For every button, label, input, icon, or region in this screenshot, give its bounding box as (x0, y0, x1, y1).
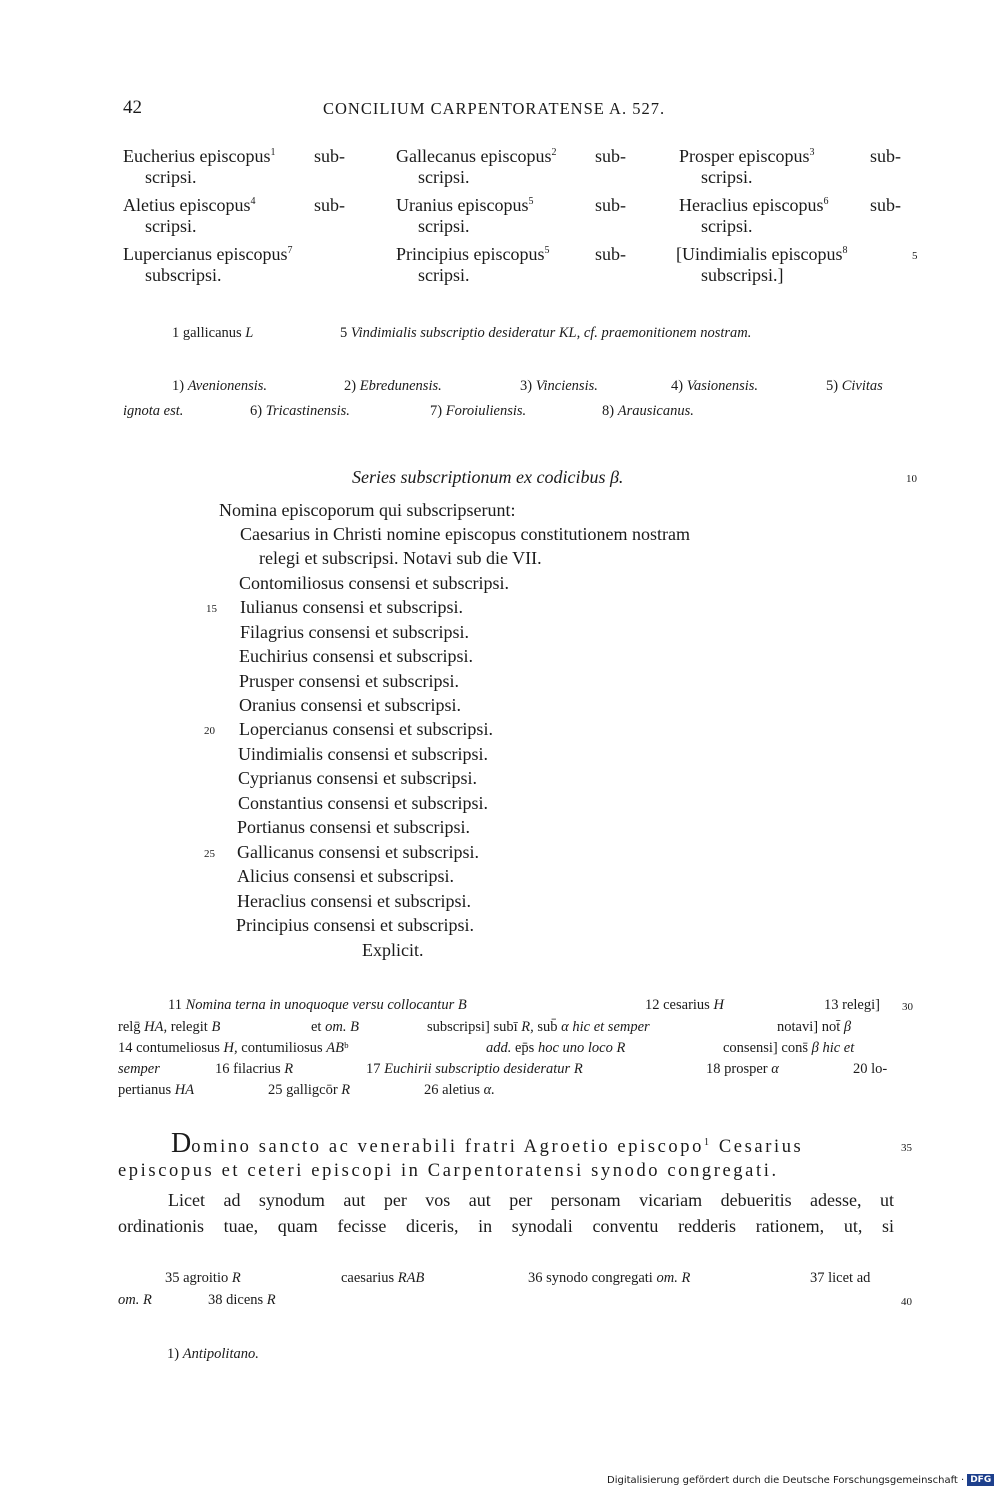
line-number: 25 (204, 848, 215, 860)
series-line: Alicius consensi et subscripsi. (237, 866, 454, 886)
apparatus-line: 14 contumeliosus H, contumiliosus ABᵇ add. ep̄s hoc uno loco R consensi] cons̄ β hic et (118, 1040, 855, 1056)
apparatus-line: pertianus HA 25 galligcōr R 26 aletius α. (118, 1082, 495, 1098)
series-intro: Nomina episcoporum qui subscripserunt: (219, 500, 516, 520)
subscription-3: Prosper episcopus$^3$ sub- scripsi. (679, 146, 901, 187)
letter-salutation-line2: episcopus et ceteri episcopi in Carpentoratensi synodo congregati. (118, 1161, 779, 1181)
footnote: 6) Tricastinensis. (250, 403, 350, 419)
apparatus-entry: 5 Vindimialis subscriptio desideratur KL, cf. praemonitionem nostram. (340, 325, 752, 341)
series-line: Constantius consensi et subscripsi. (238, 793, 488, 813)
series-line: Iulianus consensi et subscripsi. (240, 597, 463, 617)
subscription-2: Gallecanus episcopus$^2$ sub- scripsi. (396, 146, 626, 187)
footnote: 1) Avenionensis. (172, 378, 268, 394)
running-title: CONCILIUM CARPENTORATENSE A. 527. (323, 99, 666, 118)
series-line: Portianus consensi et subscripsi. (237, 817, 470, 837)
footnote: 4) Vasionensis. (671, 378, 759, 394)
footnote: 7) Foroiuliensis. (430, 403, 527, 419)
subscription-1: Eucherius episcopus$^1$ sub- scripsi. (123, 146, 345, 187)
series-line: Heraclius consensi et subscripsi. (237, 891, 471, 911)
series-line: Gallicanus consensi et subscripsi. (237, 842, 479, 862)
series-line: Filagrius consensi et subscripsi. (240, 622, 469, 642)
subscription-8: Principius episcopus$^5$ sub- scripsi. (396, 244, 626, 285)
series-line: Lopercianus consensi et subscripsi. (239, 719, 493, 739)
explicit: Explicit. (362, 940, 424, 960)
series-line: Contomiliosus consensi et subscripsi. (239, 573, 509, 593)
subscription-7: Lupercianus episcopus$^7$ subscripsi. (123, 244, 293, 285)
line-number: 20 (204, 725, 215, 737)
footnote-continuation: ignota est. (123, 403, 184, 419)
footnote: 2) Ebredunensis. (344, 378, 442, 394)
drop-cap: D (171, 1128, 192, 1159)
series-line: Prusper consensi et subscripsi. (239, 671, 459, 691)
series-line: Principius consensi et subscripsi. (236, 915, 474, 935)
footnote: 5) Civitas (826, 378, 883, 394)
line-number: 35 (901, 1142, 912, 1154)
apparatus-line: 35 agroitio R caesarius RAB 36 synodo congregati om. R 37 licet ad (165, 1270, 871, 1286)
footnote: 3) Vinciensis. (520, 378, 598, 394)
line-number: 15 (206, 603, 217, 615)
series-line: Uindimialis consensi et subscripsi. (238, 744, 488, 764)
page-number: 42 (123, 97, 142, 118)
footnote: 8) Arausicanus. (602, 403, 694, 419)
line-number: 10 (906, 473, 917, 485)
letter-text: Licet ad synodum aut per vos aut per personam vicariam debueritis adesse, ut (168, 1190, 894, 1210)
footnote: 1) Antipolitano. (167, 1346, 259, 1362)
dfg-logo: DFG (967, 1474, 994, 1486)
subscription-4: Aletius episcopus$^4$ sub- scripsi. (123, 195, 345, 236)
subscription-5: Uranius episcopus$^5$ sub- scripsi. (396, 195, 626, 236)
subscription-9: [Uindimialis episcopus$^8$ subscripsi.] (676, 244, 848, 285)
apparatus-line: relḡ HA, relegit B et om. B subscripsi] subī R, sub̄ α hic et semper notavi] not̄ β (118, 1019, 852, 1035)
series-line: relegi et subscripsi. Notavi sub die VII. (259, 548, 542, 568)
apparatus-entry: 1 gallicanus L (172, 325, 254, 341)
letter-text: ordinationis tuae, quam fecisse diceris, in synodali conventu redderis rationem, ut, si (118, 1216, 894, 1236)
apparatus-line: 11 Nomina terna in unoquoque versu collocantur B 12 cesarius H 13 relegi] (168, 997, 880, 1013)
line-number: 5 (912, 250, 918, 262)
subscription-6: Heraclius episcopus$^6$ sub- scripsi. (679, 195, 901, 236)
digitization-credit: Digitalisierung gefördert durch die Deutsche Forschungsgemeinschaft · DFG (607, 1474, 994, 1486)
line-number: 30 (902, 1001, 913, 1013)
section-heading: Series subscriptionum ex codicibus β. (352, 467, 624, 487)
series-line: Cyprianus consensi et subscripsi. (238, 768, 477, 788)
apparatus-line: semper 16 filacrius R 17 Euchirii subscriptio desideratur R 18 prosper α 20 lo- (118, 1061, 888, 1077)
apparatus-line: om. R 38 dicens R (118, 1292, 276, 1308)
line-number: 40 (901, 1296, 912, 1308)
series-line: Euchirius consensi et subscripsi. (239, 646, 473, 666)
letter-salutation-line1: Domino sancto ac venerabili fratri Agroetio episcopo$^1$ Cesarius (171, 1128, 804, 1159)
series-line: Oranius consensi et subscripsi. (239, 695, 461, 715)
series-line: Caesarius in Christi nomine episcopus constitutionem nostram (240, 524, 690, 544)
